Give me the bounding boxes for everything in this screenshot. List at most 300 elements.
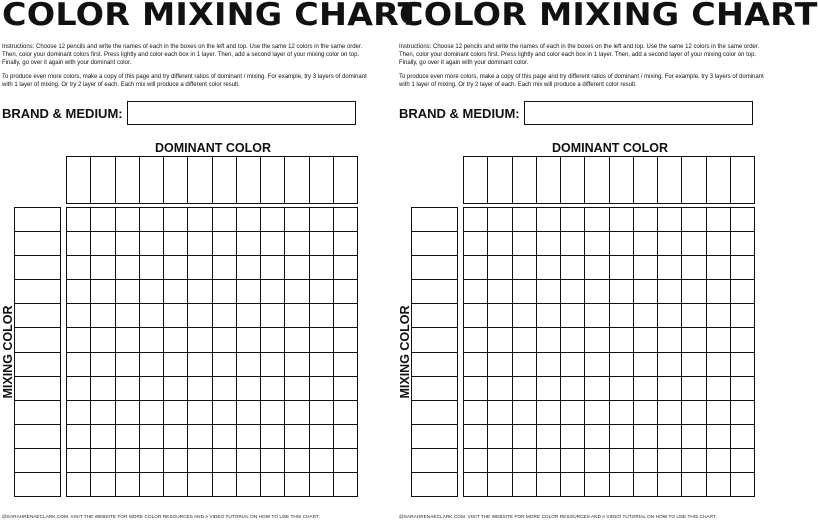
mix-swatch-cell[interactable] bbox=[513, 328, 537, 352]
mix-swatch-cell[interactable] bbox=[682, 328, 706, 352]
mix-swatch-cell[interactable] bbox=[537, 449, 561, 473]
mix-swatch-cell[interactable] bbox=[464, 353, 488, 377]
mix-swatch-cell[interactable] bbox=[537, 232, 561, 256]
mix-swatch-cell[interactable] bbox=[67, 256, 91, 280]
mix-swatch-cell[interactable] bbox=[707, 377, 731, 401]
mix-swatch-cell[interactable] bbox=[464, 401, 488, 425]
mix-swatch-cell[interactable] bbox=[140, 208, 164, 232]
mix-swatch-cell[interactable] bbox=[164, 401, 188, 425]
mix-swatch-cell[interactable] bbox=[658, 401, 682, 425]
mix-swatch-cell[interactable] bbox=[285, 280, 309, 304]
mix-swatch-cell[interactable] bbox=[513, 280, 537, 304]
mix-swatch-cell[interactable] bbox=[682, 401, 706, 425]
dominant-color-name-box[interactable] bbox=[91, 157, 115, 204]
mixing-color-name-box[interactable] bbox=[15, 304, 61, 328]
mix-swatch-cell[interactable] bbox=[188, 328, 212, 352]
mix-swatch-cell[interactable] bbox=[731, 280, 755, 304]
mix-swatch-cell[interactable] bbox=[488, 449, 512, 473]
mix-swatch-cell[interactable] bbox=[237, 449, 261, 473]
mix-swatch-cell[interactable] bbox=[237, 256, 261, 280]
mix-swatch-cell[interactable] bbox=[164, 377, 188, 401]
mix-swatch-cell[interactable] bbox=[610, 256, 634, 280]
mix-swatch-cell[interactable] bbox=[334, 232, 358, 256]
mix-swatch-cell[interactable] bbox=[731, 449, 755, 473]
mix-swatch-cell[interactable] bbox=[610, 208, 634, 232]
mix-swatch-cell[interactable] bbox=[488, 304, 512, 328]
mix-swatch-cell[interactable] bbox=[634, 304, 658, 328]
mix-swatch-cell[interactable] bbox=[731, 256, 755, 280]
mix-swatch-cell[interactable] bbox=[658, 208, 682, 232]
mix-swatch-cell[interactable] bbox=[213, 280, 237, 304]
mixing-color-name-box[interactable] bbox=[15, 232, 61, 256]
dominant-color-name-box[interactable] bbox=[188, 157, 212, 204]
mix-swatch-cell[interactable] bbox=[91, 473, 115, 497]
mix-swatch-cell[interactable] bbox=[634, 208, 658, 232]
mix-swatch-cell[interactable] bbox=[658, 353, 682, 377]
mix-swatch-cell[interactable] bbox=[237, 353, 261, 377]
mix-swatch-cell[interactable] bbox=[140, 280, 164, 304]
mix-swatch-cell[interactable] bbox=[116, 377, 140, 401]
mixing-color-name-box[interactable] bbox=[412, 353, 458, 377]
mix-swatch-cell[interactable] bbox=[164, 353, 188, 377]
mix-swatch-cell[interactable] bbox=[610, 449, 634, 473]
mix-swatch-cell[interactable] bbox=[140, 232, 164, 256]
mix-swatch-cell[interactable] bbox=[561, 256, 585, 280]
brand-medium-field[interactable] bbox=[524, 101, 753, 125]
mix-swatch-cell[interactable] bbox=[261, 449, 285, 473]
mix-swatch-cell[interactable] bbox=[610, 473, 634, 497]
mix-swatch-cell[interactable] bbox=[464, 232, 488, 256]
mixing-color-name-box[interactable] bbox=[412, 256, 458, 280]
mixing-color-name-box[interactable] bbox=[15, 328, 61, 352]
mix-swatch-cell[interactable] bbox=[67, 208, 91, 232]
mix-swatch-cell[interactable] bbox=[310, 208, 334, 232]
mix-swatch-cell[interactable] bbox=[116, 473, 140, 497]
mix-swatch-cell[interactable] bbox=[682, 256, 706, 280]
mix-swatch-cell[interactable] bbox=[237, 473, 261, 497]
mix-swatch-cell[interactable] bbox=[67, 328, 91, 352]
mix-swatch-cell[interactable] bbox=[188, 232, 212, 256]
mixing-color-name-box[interactable] bbox=[15, 280, 61, 304]
mix-swatch-cell[interactable] bbox=[310, 401, 334, 425]
mix-swatch-cell[interactable] bbox=[285, 256, 309, 280]
mix-swatch-cell[interactable] bbox=[116, 328, 140, 352]
mix-swatch-cell[interactable] bbox=[261, 256, 285, 280]
mix-swatch-cell[interactable] bbox=[213, 425, 237, 449]
mix-swatch-cell[interactable] bbox=[464, 208, 488, 232]
mix-swatch-cell[interactable] bbox=[513, 208, 537, 232]
mix-swatch-cell[interactable] bbox=[537, 304, 561, 328]
mix-swatch-cell[interactable] bbox=[488, 256, 512, 280]
mix-swatch-cell[interactable] bbox=[67, 401, 91, 425]
mix-swatch-cell[interactable] bbox=[682, 208, 706, 232]
mix-swatch-cell[interactable] bbox=[334, 304, 358, 328]
mix-swatch-cell[interactable] bbox=[513, 353, 537, 377]
mix-swatch-cell[interactable] bbox=[610, 280, 634, 304]
mix-swatch-cell[interactable] bbox=[188, 425, 212, 449]
mix-swatch-cell[interactable] bbox=[537, 328, 561, 352]
mix-swatch-cell[interactable] bbox=[334, 473, 358, 497]
mix-swatch-cell[interactable] bbox=[91, 208, 115, 232]
mix-swatch-cell[interactable] bbox=[488, 353, 512, 377]
mix-swatch-cell[interactable] bbox=[140, 401, 164, 425]
mix-swatch-cell[interactable] bbox=[707, 328, 731, 352]
mix-swatch-cell[interactable] bbox=[658, 473, 682, 497]
mix-swatch-cell[interactable] bbox=[682, 377, 706, 401]
mix-swatch-cell[interactable] bbox=[610, 232, 634, 256]
mix-swatch-cell[interactable] bbox=[634, 425, 658, 449]
mix-swatch-cell[interactable] bbox=[140, 256, 164, 280]
mix-swatch-cell[interactable] bbox=[488, 401, 512, 425]
mix-swatch-cell[interactable] bbox=[513, 304, 537, 328]
mix-swatch-cell[interactable] bbox=[464, 328, 488, 352]
mix-swatch-cell[interactable] bbox=[707, 425, 731, 449]
dominant-color-name-box[interactable] bbox=[464, 157, 488, 204]
mix-swatch-cell[interactable] bbox=[91, 353, 115, 377]
mix-swatch-cell[interactable] bbox=[731, 425, 755, 449]
dominant-color-name-box[interactable] bbox=[658, 157, 682, 204]
mix-swatch-cell[interactable] bbox=[164, 280, 188, 304]
mix-swatch-cell[interactable] bbox=[140, 328, 164, 352]
mix-swatch-cell[interactable] bbox=[731, 328, 755, 352]
mix-swatch-cell[interactable] bbox=[261, 304, 285, 328]
mixing-color-name-box[interactable] bbox=[412, 401, 458, 425]
mix-swatch-cell[interactable] bbox=[561, 328, 585, 352]
mix-swatch-cell[interactable] bbox=[67, 449, 91, 473]
mix-swatch-cell[interactable] bbox=[285, 473, 309, 497]
mix-swatch-cell[interactable] bbox=[464, 377, 488, 401]
mix-swatch-cell[interactable] bbox=[116, 401, 140, 425]
mix-swatch-cell[interactable] bbox=[116, 449, 140, 473]
mixing-color-name-box[interactable] bbox=[412, 328, 458, 352]
mix-swatch-cell[interactable] bbox=[140, 449, 164, 473]
mix-swatch-cell[interactable] bbox=[731, 304, 755, 328]
mixing-color-name-box[interactable] bbox=[15, 353, 61, 377]
mixing-color-name-box[interactable] bbox=[15, 425, 61, 449]
mix-swatch-cell[interactable] bbox=[140, 473, 164, 497]
mix-swatch-cell[interactable] bbox=[634, 449, 658, 473]
mix-swatch-cell[interactable] bbox=[213, 304, 237, 328]
mixing-color-name-box[interactable] bbox=[15, 449, 61, 473]
mix-swatch-cell[interactable] bbox=[513, 377, 537, 401]
mix-swatch-cell[interactable] bbox=[585, 425, 609, 449]
mix-swatch-cell[interactable] bbox=[261, 401, 285, 425]
mixing-color-name-box[interactable] bbox=[412, 208, 458, 232]
dominant-color-name-box[interactable] bbox=[513, 157, 537, 204]
mix-swatch-cell[interactable] bbox=[188, 401, 212, 425]
mix-swatch-cell[interactable] bbox=[585, 353, 609, 377]
mix-swatch-cell[interactable] bbox=[707, 280, 731, 304]
mix-swatch-cell[interactable] bbox=[116, 232, 140, 256]
mix-swatch-cell[interactable] bbox=[67, 280, 91, 304]
mix-swatch-cell[interactable] bbox=[464, 425, 488, 449]
mixing-color-name-box[interactable] bbox=[412, 377, 458, 401]
mix-swatch-cell[interactable] bbox=[285, 377, 309, 401]
mix-swatch-cell[interactable] bbox=[140, 425, 164, 449]
mix-swatch-cell[interactable] bbox=[537, 401, 561, 425]
mix-swatch-cell[interactable] bbox=[513, 449, 537, 473]
mix-swatch-cell[interactable] bbox=[67, 377, 91, 401]
dominant-color-name-box[interactable] bbox=[285, 157, 309, 204]
mix-swatch-cell[interactable] bbox=[658, 304, 682, 328]
mix-swatch-cell[interactable] bbox=[164, 473, 188, 497]
mix-swatch-cell[interactable] bbox=[334, 353, 358, 377]
mix-swatch-cell[interactable] bbox=[682, 449, 706, 473]
mix-swatch-cell[interactable] bbox=[731, 232, 755, 256]
mix-swatch-cell[interactable] bbox=[488, 232, 512, 256]
mix-swatch-cell[interactable] bbox=[285, 232, 309, 256]
mix-swatch-cell[interactable] bbox=[237, 280, 261, 304]
mix-swatch-cell[interactable] bbox=[334, 208, 358, 232]
mix-swatch-cell[interactable] bbox=[188, 473, 212, 497]
mix-swatch-cell[interactable] bbox=[213, 401, 237, 425]
mixing-color-name-box[interactable] bbox=[15, 208, 61, 232]
mix-swatch-cell[interactable] bbox=[310, 449, 334, 473]
mix-swatch-cell[interactable] bbox=[707, 256, 731, 280]
mix-swatch-cell[interactable] bbox=[464, 473, 488, 497]
mix-swatch-cell[interactable] bbox=[67, 473, 91, 497]
mix-swatch-cell[interactable] bbox=[513, 256, 537, 280]
mix-swatch-cell[interactable] bbox=[188, 208, 212, 232]
mix-swatch-cell[interactable] bbox=[213, 353, 237, 377]
mix-swatch-cell[interactable] bbox=[310, 353, 334, 377]
mix-swatch-cell[interactable] bbox=[585, 280, 609, 304]
mix-swatch-cell[interactable] bbox=[585, 208, 609, 232]
dominant-color-name-box[interactable] bbox=[634, 157, 658, 204]
mixing-color-name-box[interactable] bbox=[15, 473, 61, 497]
mix-swatch-cell[interactable] bbox=[658, 232, 682, 256]
mix-swatch-cell[interactable] bbox=[513, 473, 537, 497]
mix-swatch-cell[interactable] bbox=[188, 353, 212, 377]
mix-swatch-cell[interactable] bbox=[561, 353, 585, 377]
mix-swatch-cell[interactable] bbox=[682, 280, 706, 304]
mix-swatch-cell[interactable] bbox=[682, 353, 706, 377]
dominant-color-name-box[interactable] bbox=[682, 157, 706, 204]
mix-swatch-cell[interactable] bbox=[91, 328, 115, 352]
mix-swatch-cell[interactable] bbox=[731, 401, 755, 425]
mix-swatch-cell[interactable] bbox=[658, 425, 682, 449]
mix-swatch-cell[interactable] bbox=[213, 232, 237, 256]
mix-swatch-cell[interactable] bbox=[67, 232, 91, 256]
mix-swatch-cell[interactable] bbox=[682, 232, 706, 256]
mix-swatch-cell[interactable] bbox=[334, 449, 358, 473]
mix-swatch-cell[interactable] bbox=[634, 280, 658, 304]
dominant-color-name-box[interactable] bbox=[610, 157, 634, 204]
mix-swatch-cell[interactable] bbox=[682, 473, 706, 497]
mix-swatch-cell[interactable] bbox=[334, 425, 358, 449]
mixing-color-name-box[interactable] bbox=[412, 425, 458, 449]
mix-swatch-cell[interactable] bbox=[285, 401, 309, 425]
mix-swatch-cell[interactable] bbox=[488, 208, 512, 232]
mix-swatch-cell[interactable] bbox=[285, 304, 309, 328]
mix-swatch-cell[interactable] bbox=[164, 449, 188, 473]
mix-swatch-cell[interactable] bbox=[682, 425, 706, 449]
dominant-color-name-box[interactable] bbox=[585, 157, 609, 204]
mix-swatch-cell[interactable] bbox=[585, 377, 609, 401]
mix-swatch-cell[interactable] bbox=[585, 328, 609, 352]
mix-swatch-cell[interactable] bbox=[285, 328, 309, 352]
mix-swatch-cell[interactable] bbox=[634, 473, 658, 497]
mix-swatch-cell[interactable] bbox=[310, 232, 334, 256]
mix-swatch-cell[interactable] bbox=[561, 401, 585, 425]
mix-swatch-cell[interactable] bbox=[91, 449, 115, 473]
mix-swatch-cell[interactable] bbox=[658, 328, 682, 352]
mix-swatch-cell[interactable] bbox=[537, 353, 561, 377]
mix-swatch-cell[interactable] bbox=[261, 377, 285, 401]
mix-swatch-cell[interactable] bbox=[634, 256, 658, 280]
mixing-color-name-box[interactable] bbox=[412, 449, 458, 473]
mix-swatch-cell[interactable] bbox=[731, 473, 755, 497]
mix-swatch-cell[interactable] bbox=[585, 473, 609, 497]
mix-swatch-cell[interactable] bbox=[634, 401, 658, 425]
mix-swatch-cell[interactable] bbox=[537, 280, 561, 304]
mix-swatch-cell[interactable] bbox=[237, 377, 261, 401]
mix-swatch-cell[interactable] bbox=[237, 208, 261, 232]
mix-swatch-cell[interactable] bbox=[634, 232, 658, 256]
mix-swatch-cell[interactable] bbox=[707, 473, 731, 497]
mixing-color-name-box[interactable] bbox=[15, 377, 61, 401]
mix-swatch-cell[interactable] bbox=[585, 304, 609, 328]
mix-swatch-cell[interactable] bbox=[285, 208, 309, 232]
mix-swatch-cell[interactable] bbox=[561, 208, 585, 232]
mix-swatch-cell[interactable] bbox=[310, 473, 334, 497]
dominant-color-name-box[interactable] bbox=[537, 157, 561, 204]
mix-swatch-cell[interactable] bbox=[91, 256, 115, 280]
mix-swatch-cell[interactable] bbox=[91, 232, 115, 256]
mix-swatch-cell[interactable] bbox=[261, 328, 285, 352]
mixing-color-name-box[interactable] bbox=[412, 473, 458, 497]
mix-swatch-cell[interactable] bbox=[334, 256, 358, 280]
mix-swatch-cell[interactable] bbox=[464, 256, 488, 280]
mixing-color-name-box[interactable] bbox=[412, 232, 458, 256]
mix-swatch-cell[interactable] bbox=[164, 232, 188, 256]
mix-swatch-cell[interactable] bbox=[682, 304, 706, 328]
dominant-color-name-box[interactable] bbox=[707, 157, 731, 204]
mix-swatch-cell[interactable] bbox=[585, 449, 609, 473]
mix-swatch-cell[interactable] bbox=[91, 425, 115, 449]
mix-swatch-cell[interactable] bbox=[261, 208, 285, 232]
mix-swatch-cell[interactable] bbox=[488, 328, 512, 352]
mix-swatch-cell[interactable] bbox=[67, 353, 91, 377]
mix-swatch-cell[interactable] bbox=[188, 377, 212, 401]
mix-swatch-cell[interactable] bbox=[261, 280, 285, 304]
mix-swatch-cell[interactable] bbox=[310, 377, 334, 401]
mix-swatch-cell[interactable] bbox=[334, 280, 358, 304]
mix-swatch-cell[interactable] bbox=[707, 353, 731, 377]
mix-swatch-cell[interactable] bbox=[261, 425, 285, 449]
mixing-color-name-box[interactable] bbox=[412, 280, 458, 304]
mix-swatch-cell[interactable] bbox=[116, 256, 140, 280]
mix-swatch-cell[interactable] bbox=[537, 425, 561, 449]
mix-swatch-cell[interactable] bbox=[237, 232, 261, 256]
mix-swatch-cell[interactable] bbox=[537, 473, 561, 497]
mix-swatch-cell[interactable] bbox=[164, 256, 188, 280]
mix-swatch-cell[interactable] bbox=[513, 232, 537, 256]
mix-swatch-cell[interactable] bbox=[140, 377, 164, 401]
mix-swatch-cell[interactable] bbox=[164, 425, 188, 449]
mix-swatch-cell[interactable] bbox=[561, 425, 585, 449]
mix-swatch-cell[interactable] bbox=[310, 256, 334, 280]
dominant-color-name-box[interactable] bbox=[67, 157, 91, 204]
mix-swatch-cell[interactable] bbox=[213, 256, 237, 280]
mix-swatch-cell[interactable] bbox=[537, 256, 561, 280]
dominant-color-name-box[interactable] bbox=[561, 157, 585, 204]
mix-swatch-cell[interactable] bbox=[731, 377, 755, 401]
mix-swatch-cell[interactable] bbox=[164, 304, 188, 328]
mix-swatch-cell[interactable] bbox=[67, 425, 91, 449]
mix-swatch-cell[interactable] bbox=[610, 377, 634, 401]
mix-swatch-cell[interactable] bbox=[213, 377, 237, 401]
dominant-color-name-box[interactable] bbox=[334, 157, 358, 204]
mix-swatch-cell[interactable] bbox=[464, 280, 488, 304]
mix-swatch-cell[interactable] bbox=[334, 377, 358, 401]
mix-swatch-cell[interactable] bbox=[67, 304, 91, 328]
mix-swatch-cell[interactable] bbox=[310, 280, 334, 304]
mix-swatch-cell[interactable] bbox=[91, 280, 115, 304]
mix-swatch-cell[interactable] bbox=[164, 208, 188, 232]
mix-swatch-cell[interactable] bbox=[164, 328, 188, 352]
mix-swatch-cell[interactable] bbox=[488, 280, 512, 304]
mix-swatch-cell[interactable] bbox=[707, 232, 731, 256]
mix-swatch-cell[interactable] bbox=[610, 328, 634, 352]
dominant-color-name-box[interactable] bbox=[488, 157, 512, 204]
dominant-color-name-box[interactable] bbox=[116, 157, 140, 204]
mix-swatch-cell[interactable] bbox=[188, 280, 212, 304]
mix-swatch-cell[interactable] bbox=[585, 256, 609, 280]
mix-swatch-cell[interactable] bbox=[488, 473, 512, 497]
mix-swatch-cell[interactable] bbox=[213, 449, 237, 473]
mix-swatch-cell[interactable] bbox=[285, 425, 309, 449]
mix-swatch-cell[interactable] bbox=[261, 353, 285, 377]
mix-swatch-cell[interactable] bbox=[91, 377, 115, 401]
mix-swatch-cell[interactable] bbox=[237, 328, 261, 352]
mix-swatch-cell[interactable] bbox=[731, 353, 755, 377]
mix-swatch-cell[interactable] bbox=[537, 377, 561, 401]
mix-swatch-cell[interactable] bbox=[310, 328, 334, 352]
mix-swatch-cell[interactable] bbox=[91, 401, 115, 425]
mix-swatch-cell[interactable] bbox=[658, 280, 682, 304]
mix-swatch-cell[interactable] bbox=[488, 425, 512, 449]
mix-swatch-cell[interactable] bbox=[188, 449, 212, 473]
dominant-color-name-box[interactable] bbox=[731, 157, 755, 204]
mix-swatch-cell[interactable] bbox=[561, 449, 585, 473]
mix-swatch-cell[interactable] bbox=[610, 425, 634, 449]
mix-swatch-cell[interactable] bbox=[464, 449, 488, 473]
mix-swatch-cell[interactable] bbox=[140, 353, 164, 377]
mix-swatch-cell[interactable] bbox=[585, 401, 609, 425]
mix-swatch-cell[interactable] bbox=[116, 304, 140, 328]
mix-swatch-cell[interactable] bbox=[310, 425, 334, 449]
mix-swatch-cell[interactable] bbox=[237, 401, 261, 425]
dominant-color-name-box[interactable] bbox=[213, 157, 237, 204]
mix-swatch-cell[interactable] bbox=[610, 353, 634, 377]
mix-swatch-cell[interactable] bbox=[261, 232, 285, 256]
mix-swatch-cell[interactable] bbox=[334, 328, 358, 352]
mix-swatch-cell[interactable] bbox=[707, 449, 731, 473]
mix-swatch-cell[interactable] bbox=[116, 353, 140, 377]
mix-swatch-cell[interactable] bbox=[561, 280, 585, 304]
mix-swatch-cell[interactable] bbox=[310, 304, 334, 328]
mixing-color-name-box[interactable] bbox=[15, 401, 61, 425]
mix-swatch-cell[interactable] bbox=[116, 280, 140, 304]
mix-swatch-cell[interactable] bbox=[707, 304, 731, 328]
mix-swatch-cell[interactable] bbox=[213, 208, 237, 232]
mix-swatch-cell[interactable] bbox=[561, 304, 585, 328]
mix-swatch-cell[interactable] bbox=[634, 377, 658, 401]
dominant-color-name-box[interactable] bbox=[310, 157, 334, 204]
dominant-color-name-box[interactable] bbox=[237, 157, 261, 204]
mix-swatch-cell[interactable] bbox=[237, 304, 261, 328]
